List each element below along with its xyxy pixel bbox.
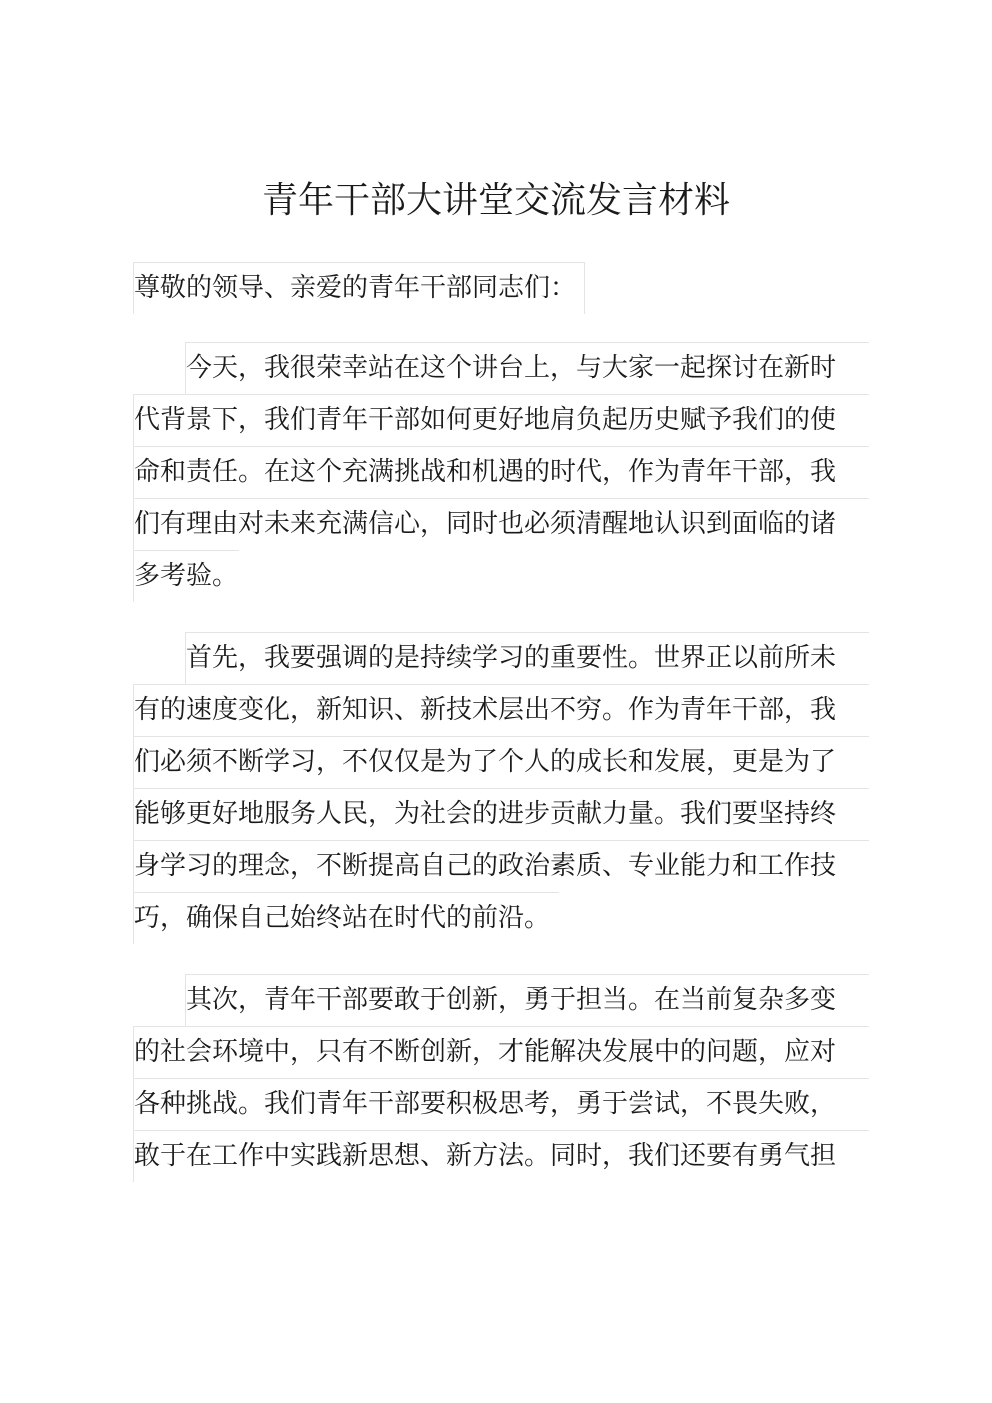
document-title: 青年干部大讲堂交流发言材料	[261, 180, 730, 221]
line-text: 首先，我要强调的是持续学习的重要性。世界正以前所未	[186, 643, 837, 673]
line-text: 的社会环境中，只有不断创新，才能解决发展中的问题，应对	[134, 1037, 837, 1067]
paragraph-line	[133, 446, 869, 498]
salutation-line	[133, 262, 585, 314]
line-text: 巧，确保自己始终站在时代的前沿。	[134, 903, 551, 933]
line-text: 各种挑战。我们青年干部要积极思考，勇于尝试，不畏失败，	[134, 1089, 837, 1119]
paragraph-line	[185, 342, 869, 394]
paragraph-line	[133, 1130, 869, 1182]
line-text: 敢于在工作中实践新思想、新方法。同时，我们还要有勇气担	[134, 1141, 837, 1171]
paragraph-line	[133, 892, 559, 944]
salutation-text: 尊敬的领导、亲爱的青年干部同志们：	[134, 273, 577, 303]
line-text: 今天，我很荣幸站在这个讲台上，与大家一起探讨在新时	[186, 353, 837, 383]
paragraph-line	[133, 788, 869, 840]
line-text: 能够更好地服务人民，为社会的进步贡献力量。我们要坚持终	[134, 799, 837, 829]
paragraph-line	[133, 1026, 869, 1078]
line-text: 们必须不断学习，不仅仅是为了个人的成长和发展，更是为了	[134, 747, 837, 777]
line-text: 们有理由对未来充满信心，同时也必须清醒地认识到面临的诸	[134, 509, 837, 539]
paragraph-line	[133, 684, 869, 736]
paragraph-line	[133, 1078, 869, 1130]
line-text: 多考验。	[134, 561, 239, 591]
paragraph-line	[185, 632, 869, 684]
line-text: 命和责任。在这个充满挑战和机遇的时代，作为青年干部，我	[134, 457, 837, 487]
paragraph-line	[133, 840, 869, 892]
line-text: 代背景下，我们青年干部如何更好地肩负起历史赋予我们的使	[134, 405, 837, 435]
line-text: 其次，青年干部要敢于创新，勇于担当。在当前复杂多变	[186, 985, 837, 1015]
paragraph-line	[133, 550, 239, 602]
line-text: 有的速度变化，新知识、新技术层出不穷。作为青年干部，我	[134, 695, 837, 725]
paragraph-line	[185, 974, 869, 1026]
paragraph-line	[133, 394, 869, 446]
paragraph-line	[133, 736, 869, 788]
paragraph-line	[133, 498, 869, 550]
line-text: 身学习的理念，不断提高自己的政治素质、专业能力和工作技	[134, 851, 837, 881]
